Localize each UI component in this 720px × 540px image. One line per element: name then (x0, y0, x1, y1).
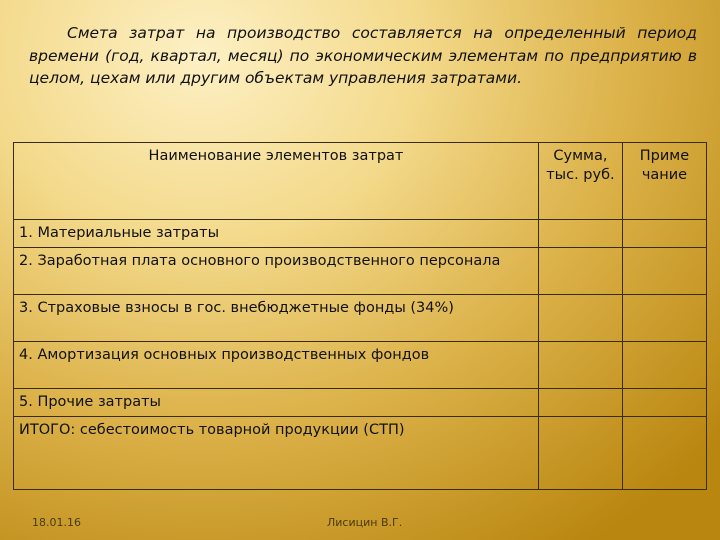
table-row-total (14, 417, 707, 490)
row-name-wages: 2. Заработная плата основного производственного персонала (14, 248, 539, 295)
header-note: Приме чание (622, 143, 706, 220)
table-row (14, 342, 707, 389)
row-sum-cell (538, 295, 622, 342)
table-row (14, 220, 707, 248)
header-cost-elements: Наименование элементов затрат (14, 143, 539, 220)
row-sum-cell (538, 220, 622, 248)
row-note-cell (622, 220, 706, 248)
row-sum-cell (538, 342, 622, 389)
row-sum-cell (538, 248, 622, 295)
row-sum-cell (538, 389, 622, 417)
row-name-other-costs: 5. Прочие затраты (14, 389, 539, 417)
row-note-cell (622, 295, 706, 342)
row-note-cell (622, 248, 706, 295)
cost-estimate-table (13, 142, 707, 490)
table-row (14, 389, 707, 417)
intro-paragraph: Смета затрат на производство составляется на определенный период времени (год, квартал, месяц) по экономическим элементам по предприятию в целом, цехам или другим объектам управления затратами. (29, 24, 697, 87)
header-sum: Сумма, тыс. руб. (538, 143, 622, 220)
row-name-material-costs: 1. Материальные затраты (14, 220, 539, 248)
table-row (14, 248, 707, 295)
row-name-total: ИТОГО: себестоимость товарной продукции (СТП) (14, 417, 539, 490)
row-note-cell (622, 389, 706, 417)
footer-date: 18.01.16 (32, 516, 81, 529)
row-note-cell (622, 342, 706, 389)
table-row (14, 295, 707, 342)
row-sum-cell (538, 417, 622, 490)
row-note-cell (622, 417, 706, 490)
row-name-depreciation: 4. Амортизация основных производственных фондов (14, 342, 539, 389)
table-header-row (14, 143, 707, 220)
row-name-insurance: 3. Страховые взносы в гос. внебюджетные фонды (34%) (14, 295, 539, 342)
footer-author: Лисицин В.Г. (327, 516, 403, 529)
